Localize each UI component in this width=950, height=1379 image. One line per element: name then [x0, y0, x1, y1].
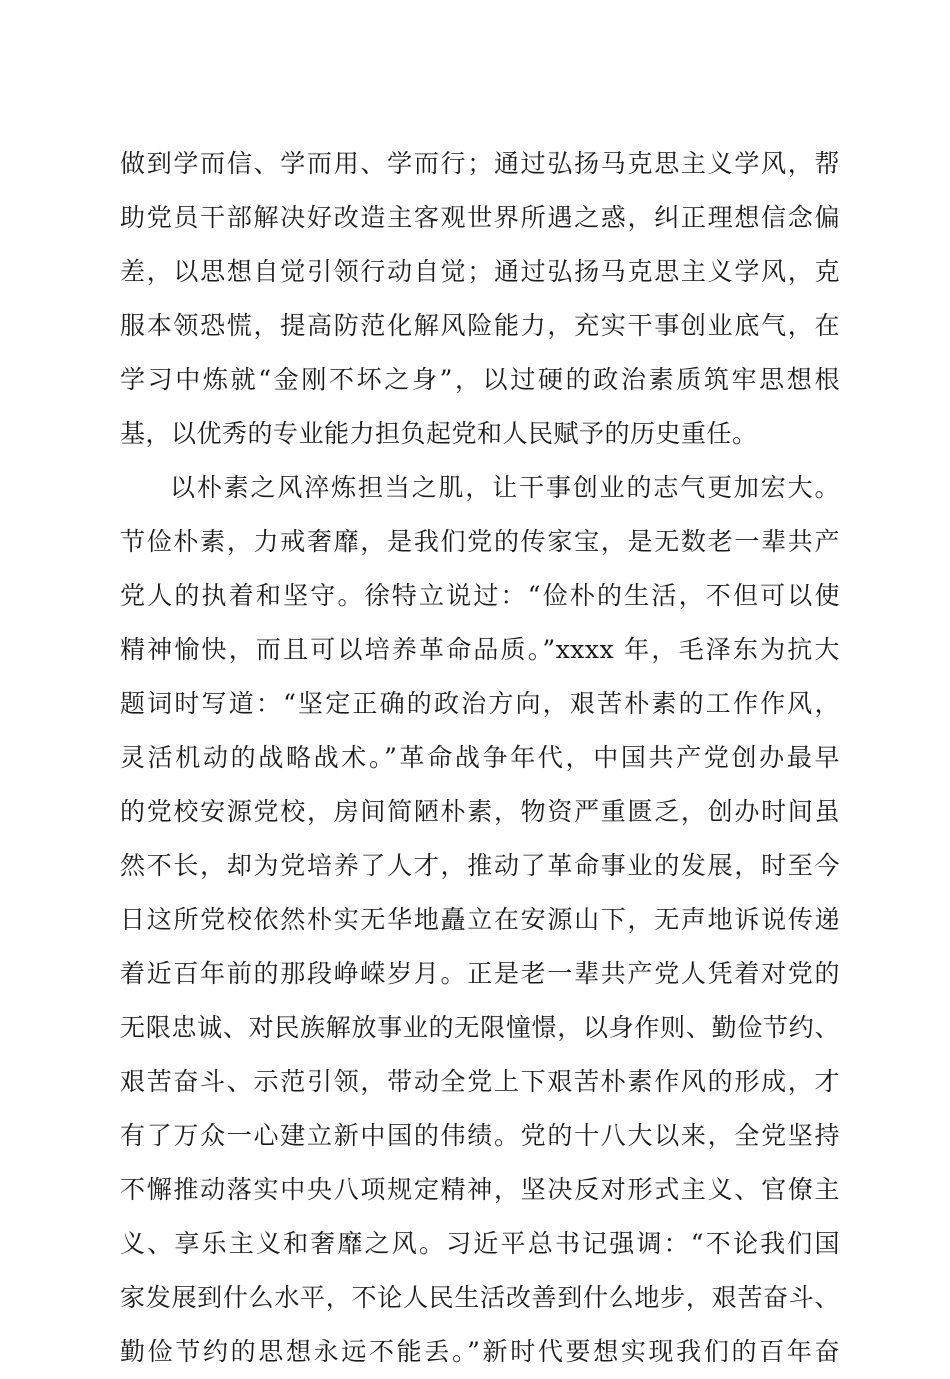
text-line: 家发展到什么水平，不论人民生活改善到什么地步，艰苦奋斗、: [120, 1283, 840, 1312]
text-line: 无限忠诚、对民族解放事业的无限憧憬，以身作则、勤俭节约、: [120, 1013, 840, 1042]
text-line: 艰苦奋斗、示范引领，带动全党上下艰苦朴素作风的形成，才: [120, 1067, 840, 1096]
text-line: 然不长，却为党培养了人才，推动了革命事业的发展，时至今: [120, 851, 840, 880]
text-line: 不懈推动落实中央八项规定精神，坚决反对形式主义、官僚主: [120, 1175, 840, 1204]
text-line: 基，以优秀的专业能力担负起党和人民赋予的历史重任。: [120, 419, 758, 448]
text-line: 日这所党校依然朴实无华地矗立在安源山下，无声地诉说传递: [120, 905, 840, 934]
text-line: 精神愉快，而且可以培养革命品质。”xxxx 年，毛泽东为抗大: [120, 635, 840, 664]
text-line: 服本领恐慌，提高防范化解风险能力，充实干事创业底气，在: [120, 311, 840, 340]
text-line: 党人的执着和坚守。徐特立说过：“俭朴的生活，不但可以使: [120, 581, 840, 610]
text-line: 义、享乐主义和奢靡之风。习近平总书记强调：“不论我们国: [120, 1229, 840, 1258]
body-text: [120, 137, 840, 1379]
text-line: 有了万众一心建立新中国的伟绩。党的十八大以来，全党坚持: [120, 1121, 840, 1150]
text-line: 以朴素之风淬炼担当之肌，让干事创业的志气更加宏大。: [170, 473, 840, 502]
text-line: 做到学而信、学而用、学而行；通过弘扬马克思主义学风，帮: [120, 149, 840, 178]
text-line: 差，以思想自觉引领行动自觉；通过弘扬马克思主义学风，克: [120, 257, 840, 286]
text-line: 学习中炼就“金刚不坏之身”，以过硬的政治素质筑牢思想根: [120, 365, 840, 394]
text-line: 助党员干部解决好改造主客观世界所遇之惑，纠正理想信念偏: [120, 203, 840, 232]
text-line: 题词时写道：“坚定正确的政治方向，艰苦朴素的工作作风，: [120, 689, 840, 718]
text-line: 的党校安源党校，房间简陋朴素，物资严重匮乏，创办时间虽: [120, 797, 840, 826]
text-line: 灵活机动的战略战术。”革命战争年代，中国共产党创办最早: [120, 743, 840, 772]
text-line: 着近百年前的那段峥嵘岁月。正是老一辈共产党人凭着对党的: [120, 959, 840, 988]
text-line: 勤俭节约的思想永远不能丢。”新时代要想实现我们的百年奋: [120, 1337, 840, 1366]
text-line: 节俭朴素，力戒奢靡，是我们党的传家宝，是无数老一辈共产: [120, 527, 840, 556]
